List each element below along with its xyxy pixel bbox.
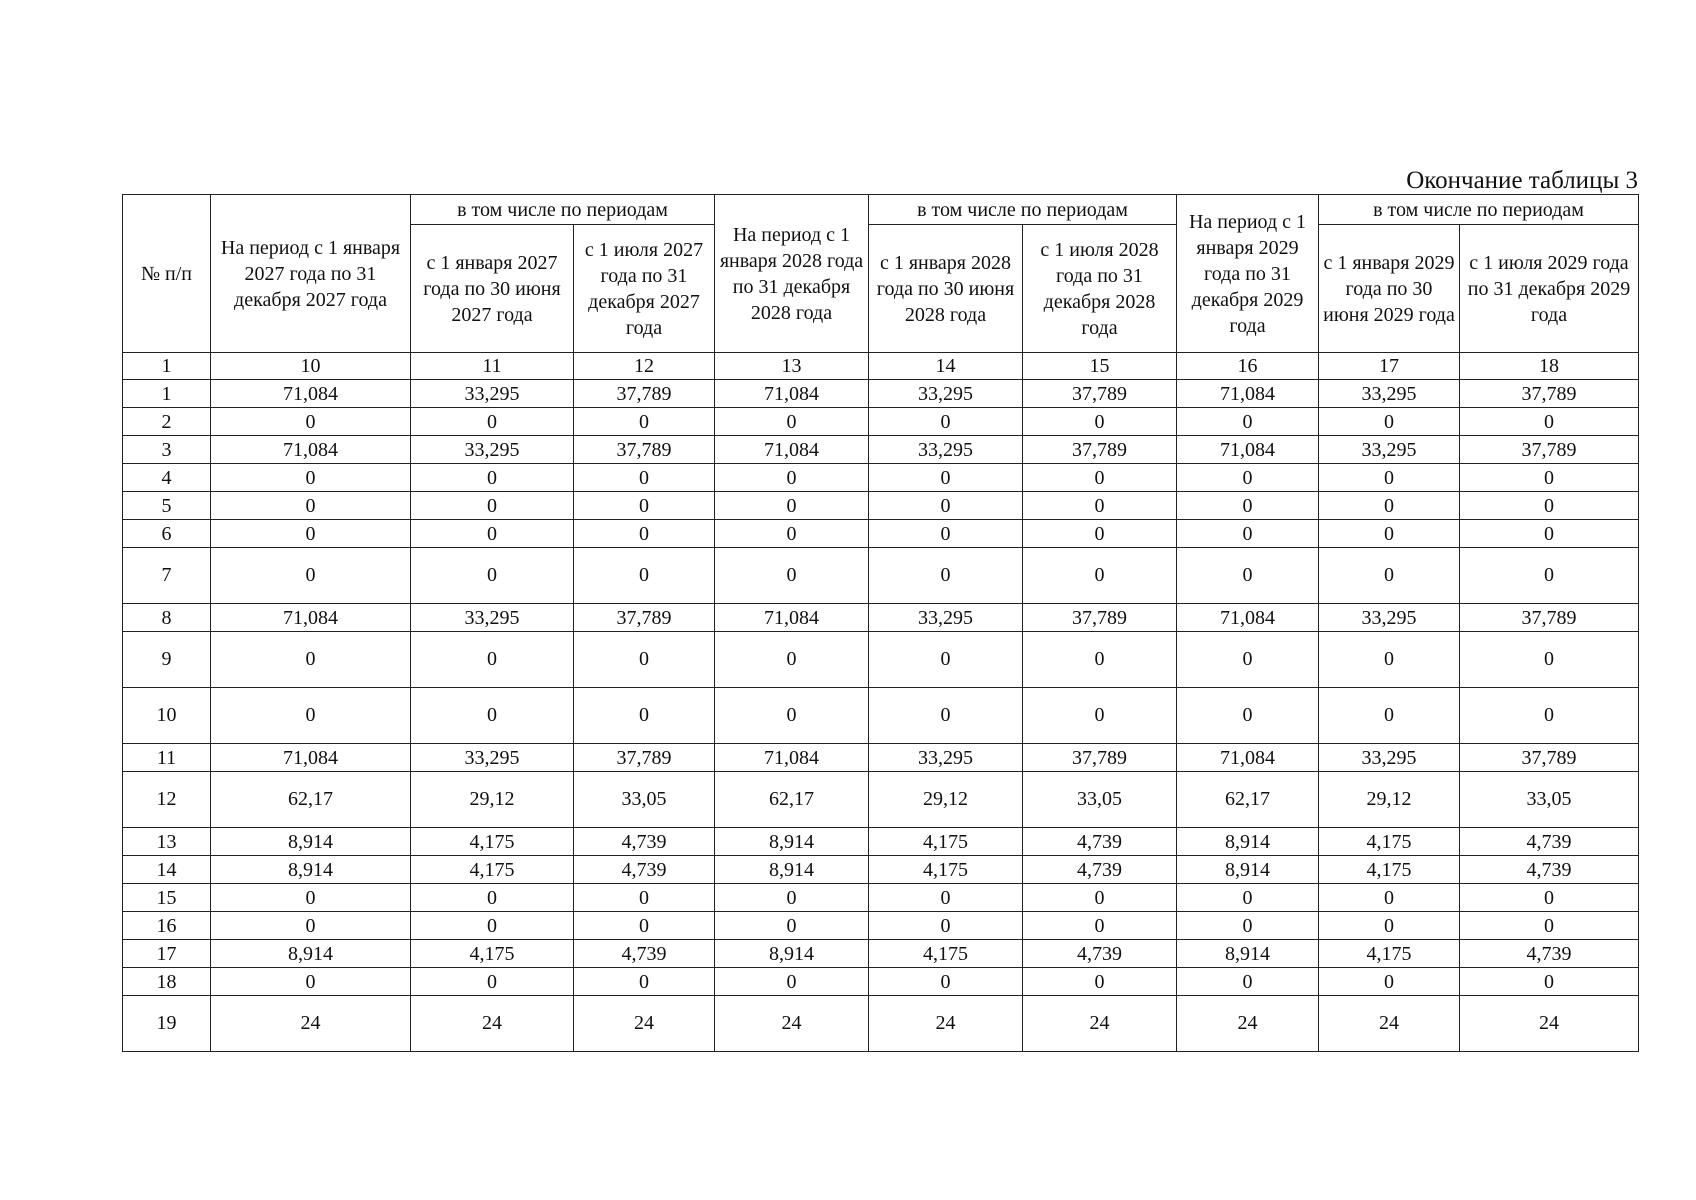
header-period-2028: На период с 1 января 2028 года по 31 декабря 2028 года — [715, 195, 869, 353]
table-row — [123, 968, 1639, 996]
table-cell: 0 — [211, 884, 411, 912]
table-cell: 37,789 — [1460, 436, 1639, 464]
table-cell: 0 — [411, 492, 574, 520]
table-cell: 0 — [211, 912, 411, 940]
table-cell: 0 — [574, 968, 715, 996]
table-cell: 24 — [1319, 996, 1460, 1052]
table-cell: 0 — [574, 408, 715, 436]
table-cell: 33,295 — [869, 436, 1023, 464]
table-cell: 71,084 — [715, 436, 869, 464]
row-number: 16 — [123, 912, 211, 940]
table-cell: 71,084 — [211, 604, 411, 632]
table-cell: 0 — [1177, 688, 1319, 744]
row-number: 12 — [123, 772, 211, 828]
row-number: 14 — [123, 856, 211, 884]
table-cell: 0 — [869, 408, 1023, 436]
table-cell: 0 — [411, 912, 574, 940]
table-cell: 33,295 — [1319, 380, 1460, 408]
table-cell: 8,914 — [715, 940, 869, 968]
table-cell: 33,295 — [1319, 744, 1460, 772]
table-cell: 0 — [715, 912, 869, 940]
table-cell: 0 — [1319, 548, 1460, 604]
row-number: 1 — [123, 380, 211, 408]
column-number-row — [123, 353, 1639, 380]
table-cell: 0 — [1460, 408, 1639, 436]
table-cell: 4,175 — [1319, 828, 1460, 856]
table-cell: 33,295 — [1319, 436, 1460, 464]
table-cell: 0 — [1023, 884, 1177, 912]
table-cell: 0 — [869, 632, 1023, 688]
header-h2-2027: с 1 июля 2027 года по 31 декабря 2027 года — [574, 225, 715, 353]
table-cell: 0 — [1319, 520, 1460, 548]
row-number: 4 — [123, 464, 211, 492]
table-cell: 0 — [715, 408, 869, 436]
table-cell: 4,739 — [574, 828, 715, 856]
table-cell: 0 — [574, 492, 715, 520]
table-cell: 37,789 — [1460, 744, 1639, 772]
table-cell: 4,739 — [1023, 828, 1177, 856]
table-cell: 71,084 — [715, 744, 869, 772]
table-cell: 0 — [574, 520, 715, 548]
table-cell: 37,789 — [1023, 436, 1177, 464]
table-cell: 0 — [869, 912, 1023, 940]
table-cell: 0 — [1177, 884, 1319, 912]
table-cell: 0 — [1460, 884, 1639, 912]
table-cell: 0 — [574, 884, 715, 912]
column-number: 14 — [869, 353, 1023, 380]
table-cell: 0 — [211, 492, 411, 520]
table-row — [123, 828, 1639, 856]
table-cell: 0 — [715, 688, 869, 744]
table-cell: 0 — [869, 548, 1023, 604]
table-cell: 0 — [1319, 884, 1460, 912]
table-cell: 0 — [1023, 912, 1177, 940]
row-number: 15 — [123, 884, 211, 912]
row-number: 19 — [123, 996, 211, 1052]
row-number: 10 — [123, 688, 211, 744]
table-cell: 4,175 — [869, 828, 1023, 856]
table-cell: 0 — [869, 520, 1023, 548]
table-cell: 37,789 — [1023, 744, 1177, 772]
table-cell: 33,295 — [869, 380, 1023, 408]
table-cell: 4,175 — [411, 856, 574, 884]
table-cell: 0 — [1177, 548, 1319, 604]
row-number: 13 — [123, 828, 211, 856]
table-cell: 37,789 — [574, 744, 715, 772]
table-row — [123, 912, 1639, 940]
table-cell: 0 — [1319, 464, 1460, 492]
table-cell: 0 — [1177, 968, 1319, 996]
table-cell: 0 — [211, 968, 411, 996]
table-cell: 0 — [715, 548, 869, 604]
table-cell: 62,17 — [715, 772, 869, 828]
table-cell: 0 — [411, 688, 574, 744]
data-table — [122, 194, 1639, 1052]
table-cell: 0 — [1460, 688, 1639, 744]
table-cell: 33,05 — [1460, 772, 1639, 828]
table-cell: 24 — [211, 996, 411, 1052]
table-cell: 0 — [1319, 912, 1460, 940]
table-cell: 0 — [211, 520, 411, 548]
table-cell: 0 — [211, 632, 411, 688]
table-row — [123, 744, 1639, 772]
table-cell: 24 — [1460, 996, 1639, 1052]
table-cell: 24 — [1177, 996, 1319, 1052]
table-cell: 0 — [1460, 548, 1639, 604]
table-row — [123, 380, 1639, 408]
table-row — [123, 940, 1639, 968]
table-row — [123, 520, 1639, 548]
table-cell: 0 — [1023, 548, 1177, 604]
table-cell: 24 — [869, 996, 1023, 1052]
table-cell: 0 — [411, 408, 574, 436]
table-cell: 8,914 — [211, 940, 411, 968]
header-num: № п/п — [123, 195, 211, 353]
row-number: 8 — [123, 604, 211, 632]
table-cell: 33,295 — [869, 604, 1023, 632]
table-body — [123, 353, 1639, 1052]
column-number: 17 — [1319, 353, 1460, 380]
row-number: 11 — [123, 744, 211, 772]
table-cell: 0 — [411, 632, 574, 688]
table-cell: 33,295 — [411, 380, 574, 408]
table-cell: 0 — [1023, 632, 1177, 688]
table-cell: 0 — [411, 884, 574, 912]
table-cell: 0 — [1460, 520, 1639, 548]
table-cell: 71,084 — [1177, 436, 1319, 464]
table-cell: 0 — [1460, 912, 1639, 940]
table-cell: 37,789 — [574, 380, 715, 408]
table-cell: 0 — [715, 520, 869, 548]
table-row — [123, 604, 1639, 632]
table-cell: 33,295 — [869, 744, 1023, 772]
table-cell: 4,739 — [574, 856, 715, 884]
table-cell: 0 — [211, 464, 411, 492]
table-cell: 0 — [574, 688, 715, 744]
table-cell: 24 — [411, 996, 574, 1052]
header-h1-2027: с 1 января 2027 года по 30 июня 2027 года — [411, 225, 574, 353]
table-cell: 0 — [1177, 912, 1319, 940]
table-cell: 0 — [411, 548, 574, 604]
table-cell: 4,175 — [869, 940, 1023, 968]
table-cell: 33,05 — [1023, 772, 1177, 828]
column-number: 12 — [574, 353, 715, 380]
header-h2-2029: с 1 июля 2029 года по 31 декабря 2029 года — [1460, 225, 1639, 353]
table-cell: 37,789 — [574, 604, 715, 632]
table-cell: 4,739 — [1460, 828, 1639, 856]
table-cell: 0 — [1023, 688, 1177, 744]
table-row — [123, 464, 1639, 492]
table-row — [123, 884, 1639, 912]
table-cell: 0 — [1177, 492, 1319, 520]
row-number: 3 — [123, 436, 211, 464]
table-cell: 0 — [869, 464, 1023, 492]
table-cell: 0 — [1177, 408, 1319, 436]
table-cell: 0 — [211, 408, 411, 436]
table-cell: 33,05 — [574, 772, 715, 828]
table-cell: 4,739 — [1023, 856, 1177, 884]
header-h1-2028: с 1 января 2028 года по 30 июня 2028 года — [869, 225, 1023, 353]
table-cell: 33,295 — [411, 604, 574, 632]
table-cell: 62,17 — [1177, 772, 1319, 828]
table-cell: 0 — [869, 688, 1023, 744]
table-cell: 0 — [1177, 520, 1319, 548]
table-cell: 33,295 — [1319, 604, 1460, 632]
table-cell: 0 — [1023, 520, 1177, 548]
table-cell: 0 — [211, 548, 411, 604]
header-group-2028: в том числе по периодам — [869, 195, 1177, 225]
table-cell: 0 — [715, 968, 869, 996]
table-cell: 8,914 — [715, 828, 869, 856]
table-cell: 4,739 — [1460, 940, 1639, 968]
table-cell: 0 — [869, 884, 1023, 912]
table-cell: 29,12 — [869, 772, 1023, 828]
table-cell: 4,175 — [869, 856, 1023, 884]
table-cell: 0 — [1460, 632, 1639, 688]
table-row — [123, 856, 1639, 884]
table-cell: 37,789 — [574, 436, 715, 464]
table-caption: Окончание таблицы 3 — [1406, 167, 1638, 194]
table-cell: 0 — [715, 492, 869, 520]
table-cell: 71,084 — [715, 604, 869, 632]
table-cell: 0 — [1023, 492, 1177, 520]
table-row — [123, 492, 1639, 520]
table-cell: 33,295 — [411, 744, 574, 772]
table-row — [123, 548, 1639, 604]
table-cell: 0 — [1023, 968, 1177, 996]
table-cell: 0 — [411, 464, 574, 492]
table-cell: 24 — [1023, 996, 1177, 1052]
table-cell: 0 — [211, 688, 411, 744]
table-row — [123, 772, 1639, 828]
table-cell: 4,739 — [1460, 856, 1639, 884]
table-cell: 4,739 — [1023, 940, 1177, 968]
row-number: 9 — [123, 632, 211, 688]
table-cell: 0 — [411, 520, 574, 548]
table-cell: 0 — [1460, 464, 1639, 492]
table-cell: 0 — [1319, 632, 1460, 688]
table-cell: 24 — [574, 996, 715, 1052]
table-cell: 0 — [574, 912, 715, 940]
table-cell: 8,914 — [1177, 940, 1319, 968]
header-group-2029: в том числе по периодам — [1319, 195, 1639, 225]
table-cell: 0 — [1177, 632, 1319, 688]
column-number: 13 — [715, 353, 869, 380]
table-row — [123, 436, 1639, 464]
table-cell: 4,175 — [1319, 940, 1460, 968]
table-cell: 37,789 — [1460, 380, 1639, 408]
table-cell: 8,914 — [211, 856, 411, 884]
table-cell: 62,17 — [211, 772, 411, 828]
table-cell: 0 — [574, 548, 715, 604]
table-cell: 0 — [574, 464, 715, 492]
table-cell: 33,295 — [411, 436, 574, 464]
header-h2-2028: с 1 июля 2028 года по 31 декабря 2028 года — [1023, 225, 1177, 353]
table-cell: 0 — [715, 884, 869, 912]
table-cell: 0 — [869, 492, 1023, 520]
table-cell: 71,084 — [1177, 604, 1319, 632]
header-period-2027: На период с 1 января 2027 года по 31 декабря 2027 года — [211, 195, 411, 353]
row-number: 6 — [123, 520, 211, 548]
table-cell: 0 — [411, 968, 574, 996]
table-cell: 0 — [1460, 968, 1639, 996]
table-cell: 71,084 — [211, 744, 411, 772]
table-cell: 0 — [869, 968, 1023, 996]
row-number: 5 — [123, 492, 211, 520]
column-number: 18 — [1460, 353, 1639, 380]
table-cell: 71,084 — [715, 380, 869, 408]
table-cell: 8,914 — [211, 828, 411, 856]
header-h1-2029: с 1 января 2029 года по 30 июня 2029 года — [1319, 225, 1460, 353]
table-row — [123, 632, 1639, 688]
table-cell: 0 — [1023, 464, 1177, 492]
table-cell: 0 — [1460, 492, 1639, 520]
row-number: 7 — [123, 548, 211, 604]
table-cell: 4,175 — [411, 940, 574, 968]
table-cell: 0 — [1319, 408, 1460, 436]
table-cell: 0 — [715, 464, 869, 492]
table-cell: 29,12 — [411, 772, 574, 828]
column-number: 11 — [411, 353, 574, 380]
table-cell: 8,914 — [1177, 856, 1319, 884]
table-cell: 71,084 — [1177, 380, 1319, 408]
table-cell: 29,12 — [1319, 772, 1460, 828]
row-number: 2 — [123, 408, 211, 436]
column-number: 10 — [211, 353, 411, 380]
header-group-2027: в том числе по периодам — [411, 195, 715, 225]
table-cell: 4,175 — [411, 828, 574, 856]
table-cell: 0 — [1319, 492, 1460, 520]
table-cell: 37,789 — [1023, 604, 1177, 632]
table-row — [123, 408, 1639, 436]
table-cell: 0 — [1177, 464, 1319, 492]
table-cell: 4,175 — [1319, 856, 1460, 884]
table-cell: 24 — [715, 996, 869, 1052]
column-number: 15 — [1023, 353, 1177, 380]
table-row — [123, 688, 1639, 744]
table-cell: 37,789 — [1023, 380, 1177, 408]
table-cell: 71,084 — [211, 436, 411, 464]
row-number: 18 — [123, 968, 211, 996]
table-cell: 0 — [1319, 688, 1460, 744]
header-period-2029: На период с 1 января 2029 года по 31 декабря 2029 года — [1177, 195, 1319, 353]
table-cell: 8,914 — [1177, 828, 1319, 856]
table-cell: 71,084 — [1177, 744, 1319, 772]
table-cell: 0 — [1023, 408, 1177, 436]
table-row — [123, 996, 1639, 1052]
table-cell: 8,914 — [715, 856, 869, 884]
table-cell: 0 — [574, 632, 715, 688]
table-cell: 0 — [715, 632, 869, 688]
row-number: 17 — [123, 940, 211, 968]
table-cell: 4,739 — [574, 940, 715, 968]
column-number: 16 — [1177, 353, 1319, 380]
table-cell: 37,789 — [1460, 604, 1639, 632]
column-number: 1 — [123, 353, 211, 380]
table-cell: 71,084 — [211, 380, 411, 408]
table-cell: 0 — [1319, 968, 1460, 996]
